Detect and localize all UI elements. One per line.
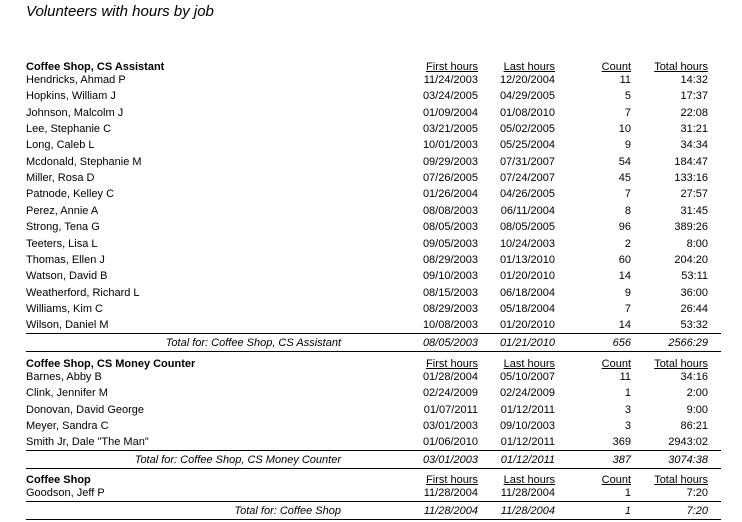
cell-first: 01/07/2011: [423, 403, 478, 416]
cell-total: 204:20: [674, 253, 708, 266]
volunteer-name: Smith Jr, Dale "The Man": [26, 436, 149, 449]
group-end-divider: [26, 468, 721, 469]
cell-first: 10/08/2003: [422, 319, 478, 332]
volunteer-name: Watson, David B: [26, 270, 108, 283]
group-total-row: [0, 335, 742, 351]
total-first: 03/01/2003: [422, 454, 478, 467]
total-last: 01/21/2010: [499, 337, 555, 350]
cell-last: 12/20/2004: [499, 74, 555, 86]
group-name: Coffee Shop, CS Assistant: [26, 61, 165, 73]
volunteer-name: Meyer, Sandra C: [26, 420, 109, 433]
table-row: [0, 72, 742, 88]
column-header-total: Total hours: [654, 61, 708, 73]
cell-count: 5: [624, 90, 631, 103]
cell-total: 2:00: [686, 387, 708, 400]
group-end-divider: [26, 519, 721, 520]
cell-last: 11/28/2004: [500, 487, 555, 499]
cell-first: 01/26/2004: [422, 188, 478, 201]
cell-total: 7:20: [686, 487, 708, 499]
total-last: 11/28/2004: [500, 505, 555, 517]
cell-count: 60: [618, 253, 631, 266]
table-row: [0, 252, 742, 268]
cell-first: 08/15/2003: [422, 286, 478, 299]
table-row: [0, 301, 742, 317]
cell-first: 08/29/2003: [422, 302, 478, 315]
cell-total: 34:16: [680, 371, 708, 383]
total-divider: [26, 501, 721, 502]
cell-last: 06/18/2004: [499, 286, 555, 299]
table-row: [0, 186, 742, 202]
cell-total: 86:21: [680, 420, 708, 433]
table-row: [0, 402, 742, 418]
volunteer-name: Mcdonald, Stephanie M: [26, 155, 142, 168]
cell-count: 96: [618, 221, 631, 234]
cell-first: 08/08/2003: [422, 204, 478, 217]
table-row: [0, 121, 742, 137]
table-row: [0, 418, 742, 434]
total-total: 2566:29: [668, 337, 708, 350]
cell-total: 53:11: [681, 270, 708, 283]
cell-last: 05/18/2004: [499, 302, 555, 315]
cell-count: 9: [624, 286, 631, 299]
cell-last: 01/12/2011: [500, 403, 555, 416]
cell-first: 03/24/2005: [422, 90, 478, 103]
cell-last: 01/12/2011: [500, 436, 555, 449]
group-name: Coffee Shop: [26, 474, 91, 486]
table-row: [0, 236, 742, 252]
cell-count: 7: [624, 188, 631, 201]
volunteer-name: Long, Caleb L: [26, 139, 95, 152]
table-row: [0, 137, 742, 153]
cell-total: 26:44: [680, 302, 708, 315]
total-label: Total for: Coffee Shop, CS Assistant: [165, 337, 341, 350]
cell-total: 8:00: [686, 237, 708, 250]
column-header-first: First hours: [426, 358, 478, 370]
table-row: [0, 105, 742, 121]
volunteer-name: Barnes, Abby B: [26, 371, 102, 383]
table-row: [0, 285, 742, 301]
column-header-first: First hours: [426, 474, 478, 486]
column-header-count: Count: [601, 61, 631, 73]
table-row: [0, 369, 742, 385]
volunteer-name: Lee, Stephanie C: [26, 123, 112, 136]
table-row: [0, 317, 742, 333]
cell-first: 08/05/2003: [422, 221, 478, 234]
column-header-count: Count: [601, 358, 631, 370]
cell-last: 07/31/2007: [499, 155, 555, 168]
cell-total: 36:00: [680, 286, 708, 299]
cell-total: 34:34: [680, 139, 708, 152]
cell-count: 1: [624, 387, 631, 400]
volunteer-name: Wilson, Daniel M: [26, 319, 109, 332]
cell-count: 369: [612, 436, 631, 449]
cell-last: 05/02/2005: [499, 123, 555, 136]
cell-last: 05/25/2004: [499, 139, 555, 152]
cell-first: 03/21/2005: [422, 123, 478, 136]
column-header-last: Last hours: [503, 358, 555, 370]
cell-count: 10: [618, 123, 631, 136]
cell-count: 7: [624, 106, 631, 119]
cell-last: 08/05/2005: [499, 221, 555, 234]
cell-count: 8: [624, 204, 631, 217]
volunteer-name: Weatherford, Richard L: [26, 286, 140, 299]
column-header-last: Last hours: [503, 61, 555, 73]
cell-count: 14: [618, 270, 631, 283]
volunteer-name: Teeters, Lisa L: [26, 237, 98, 250]
cell-first: 11/28/2004: [423, 487, 478, 499]
cell-first: 09/05/2003: [422, 237, 478, 250]
volunteer-name: Johnson, Malcolm J: [26, 106, 124, 119]
cell-total: 22:08: [680, 106, 708, 119]
group-end-divider: [26, 351, 721, 352]
cell-count: 1: [624, 487, 631, 499]
cell-last: 01/13/2010: [499, 253, 555, 266]
total-divider: [26, 333, 721, 334]
cell-first: 10/01/2003: [422, 139, 478, 152]
column-header-total: Total hours: [654, 358, 708, 370]
cell-last: 01/08/2010: [499, 106, 555, 119]
group-name: Coffee Shop, CS Money Counter: [26, 358, 196, 370]
cell-first: 01/28/2004: [422, 371, 478, 383]
cell-count: 3: [624, 403, 631, 416]
cell-total: 31:21: [680, 123, 708, 136]
table-row: [0, 485, 742, 501]
table-row: [0, 170, 742, 186]
total-first: 08/05/2003: [422, 337, 478, 350]
column-header-count: Count: [601, 474, 631, 486]
volunteer-name: Hendricks, Ahmad P: [26, 74, 126, 86]
total-divider: [26, 450, 721, 451]
table-row: [0, 203, 742, 219]
cell-total: 184:47: [674, 155, 708, 168]
table-row: [0, 154, 742, 170]
total-last: 01/12/2011: [500, 454, 555, 467]
volunteer-name: Donovan, David George: [26, 403, 145, 416]
cell-first: 11/24/2003: [423, 74, 478, 86]
volunteer-name: Patnode, Kelley C: [26, 188, 115, 201]
volunteer-name: Perez, Annie A: [26, 204, 99, 217]
cell-total: 14:32: [680, 74, 708, 86]
cell-count: 2: [624, 237, 631, 250]
cell-first: 09/29/2003: [422, 155, 478, 168]
cell-count: 11: [619, 371, 631, 383]
volunteer-name: Hopkins, William J: [26, 90, 116, 103]
cell-first: 02/24/2009: [422, 387, 478, 400]
column-header-first: First hours: [426, 61, 478, 73]
cell-count: 45: [618, 172, 631, 185]
cell-total: 53:32: [680, 319, 708, 332]
cell-last: 10/24/2003: [499, 237, 555, 250]
cell-total: 389:26: [674, 221, 708, 234]
table-row: [0, 219, 742, 235]
cell-total: 133:16: [674, 172, 708, 185]
table-row: [0, 268, 742, 284]
cell-count: 9: [624, 139, 631, 152]
total-total: 7:20: [686, 505, 708, 517]
total-count: 387: [612, 454, 631, 467]
table-row: [0, 385, 742, 401]
total-first: 11/28/2004: [423, 505, 478, 517]
cell-first: 01/09/2004: [422, 106, 478, 119]
cell-first: 01/06/2010: [422, 436, 478, 449]
cell-count: 54: [618, 155, 631, 168]
total-label: Total for: Coffee Shop, CS Money Counter: [134, 454, 341, 467]
cell-total: 27:57: [680, 188, 708, 201]
total-label: Total for: Coffee Shop: [234, 505, 341, 517]
cell-last: 04/26/2005: [499, 188, 555, 201]
column-header-total: Total hours: [654, 474, 708, 486]
volunteer-name: Strong, Tena G: [26, 221, 100, 234]
cell-last: 05/10/2007: [499, 371, 555, 383]
cell-count: 11: [619, 74, 631, 86]
total-total: 3074:38: [668, 454, 708, 467]
cell-total: 17:37: [680, 90, 708, 103]
volunteer-name: Miller, Rosa D: [26, 172, 95, 185]
cell-last: 04/29/2005: [499, 90, 555, 103]
table-row: [0, 88, 742, 104]
total-count: 1: [624, 505, 631, 517]
cell-count: 3: [624, 420, 631, 433]
volunteer-name: Williams, Kim C: [26, 302, 103, 315]
table-row: [0, 434, 742, 450]
group-total-row: [0, 452, 742, 468]
column-header-last: Last hours: [503, 474, 555, 486]
cell-last: 01/20/2010: [499, 270, 555, 283]
cell-last: 07/24/2007: [499, 172, 555, 185]
report-title: Volunteers with hours by job: [26, 3, 214, 20]
volunteer-name: Clink, Jennifer M: [26, 387, 108, 400]
volunteer-name: Goodson, Jeff P: [26, 487, 105, 499]
cell-last: 09/10/2003: [499, 420, 555, 433]
group-total-row: [0, 503, 742, 519]
cell-first: 09/10/2003: [422, 270, 478, 283]
cell-count: 14: [618, 319, 631, 332]
volunteer-name: Thomas, Ellen J: [26, 253, 105, 266]
cell-first: 03/01/2003: [422, 420, 478, 433]
cell-first: 08/29/2003: [422, 253, 478, 266]
cell-count: 7: [624, 302, 631, 315]
cell-total: 9:00: [686, 403, 708, 416]
cell-last: 06/11/2004: [500, 204, 555, 217]
total-count: 656: [612, 337, 631, 350]
cell-total: 2943:02: [668, 436, 708, 449]
cell-total: 31:45: [680, 204, 708, 217]
cell-last: 02/24/2009: [499, 387, 555, 400]
cell-first: 07/26/2005: [422, 172, 478, 185]
cell-last: 01/20/2010: [499, 319, 555, 332]
